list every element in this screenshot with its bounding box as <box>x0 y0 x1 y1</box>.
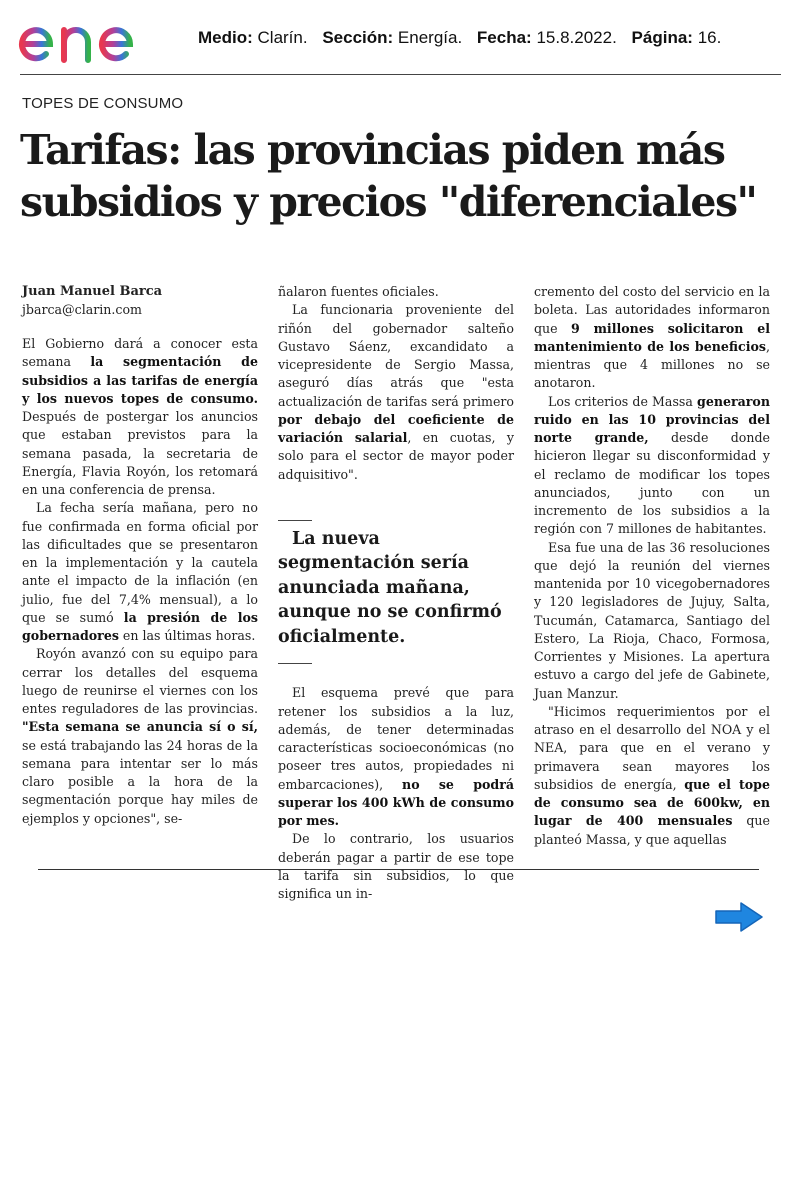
paragraph: cremento del costo del servicio en la boleta. Las autoridades informaron que 9 millones solicitaron el mantenimiento de los beneficios, mientras que 4 millones no se anotaron. <box>534 284 770 391</box>
paragraph: La fecha sería mañana, pero no fue confirmada en forma oficial por las dificultades que se presentaron en la implementación y la cautela ante el impacto de la inflación (en julio, fue del 7,4% mensual), a lo que se sumó la presión de los gobernadores en las últimas horas. <box>22 500 259 643</box>
pull-quote: La nueva segmentación sería anunciada mañana, aunque no se confirmó oficialmente. <box>278 528 502 647</box>
article-column-1 <box>22 283 258 828</box>
author-name: Juan Manuel Barca <box>22 284 163 299</box>
paragraph: "Hicimos requerimientos por el atraso en el desarrollo del NOA y el NEA, para que en el verano y primavera sean mayores los subsidios de energía, que el tope de consumo sea de 600kw, en lugar de 400 mensuales que planteó Massa, y que aquellas <box>534 703 770 847</box>
pull-quote-rule-bottom <box>278 663 312 664</box>
meta-medio-label: Medio: <box>198 28 253 47</box>
enel-logo <box>18 6 178 66</box>
paragraph: Los criterios de Massa generaron ruido en las 10 provincias del norte grande, desde donde hicieron llegar su disconformidad y el reclamo de modificar los topes anunciados, junto con un incremento de los subsidios a la región con 7 millones de habitantes. <box>534 393 770 537</box>
publication-meta <box>198 28 721 48</box>
paragraph: El esquema prevé que para retener los subsidios a la luz, además, de tener determinadas características socioeconómicas (no poseer tres autos, propiedades ni embarcaciones), no se podrá superar los 400 kWh de consumo por mes. <box>278 685 514 828</box>
meta-seccion-label: Sección: <box>322 28 394 47</box>
meta-pagina-value: 16. <box>697 28 722 47</box>
paragraph: La funcionaria proveniente del riñón del gobernador salteño Gustavo Sáenz, excandidato a vicepresidente de Sergio Massa, aseguró días atrás que "esta actualización de tarifas será primero por debajo del coeficiente de variación salarial, en cuotas, y solo para el sector de mayor poder adquisitivo". <box>278 302 514 482</box>
meta-pagina-label: Página: <box>631 28 693 47</box>
footer-divider <box>38 869 759 870</box>
header-divider <box>20 74 781 75</box>
meta-seccion-value: Energía. <box>397 28 463 47</box>
paragraph: El Gobierno dará a conocer esta semana la segmentación de subsidios a las tarifas de energía y los nuevos topes de consumo. Después de postergar los anuncios que estaban previstos para la semana pasada, la secretaria de Energía, Flavia Royón, los retomará en una conferencia de prensa. <box>22 336 258 497</box>
paragraph: De lo contrario, los usuarios deberán pagar a partir de ese tope la tarifa sin subsidios, lo que significa un in- <box>278 831 514 901</box>
right-arrow-icon[interactable] <box>713 900 765 934</box>
meta-fecha-value: 15.8.2022. <box>536 28 617 47</box>
paragraph: Royón avanzó con su equipo para cerrar los detalles del esquema luego de reunirse el viernes con los entes reguladores de las provincias. "Esta semana se anuncia sí o sí, se está trabajando las 24 horas de la semana para intentar ser lo más claro posible a la hora de la segmentación porque hay miles de ejemplos y opciones", se- <box>22 646 258 826</box>
paragraph: Esa fue una de las 36 resoluciones que dejó la reunión del viernes mantenida por 10 vicegobernadores y 120 legisladores de Jujuy, Salta, Tucumán, Catamarca, Santiago del Estero, La Rioja, Chaco, Formosa, Corrientes y Misiones. La apertura estuvo a cargo del jefe de Gabinete, Juan Manzur. <box>534 539 770 701</box>
article-kicker: TOPES DE CONSUMO <box>22 95 184 112</box>
pull-quote-rule-top <box>278 520 312 521</box>
author-email: jbarca@clarin.com <box>22 302 142 317</box>
article-column-2 <box>278 283 514 903</box>
article-headline: Tarifas: las provincias piden más subsidios y precios "diferenciales" <box>20 126 757 226</box>
meta-fecha-label: Fecha: <box>476 28 532 47</box>
article-column-3 <box>534 283 770 849</box>
meta-medio-value: Clarín. <box>257 28 308 47</box>
paragraph: ñalaron fuentes oficiales. <box>278 284 439 299</box>
